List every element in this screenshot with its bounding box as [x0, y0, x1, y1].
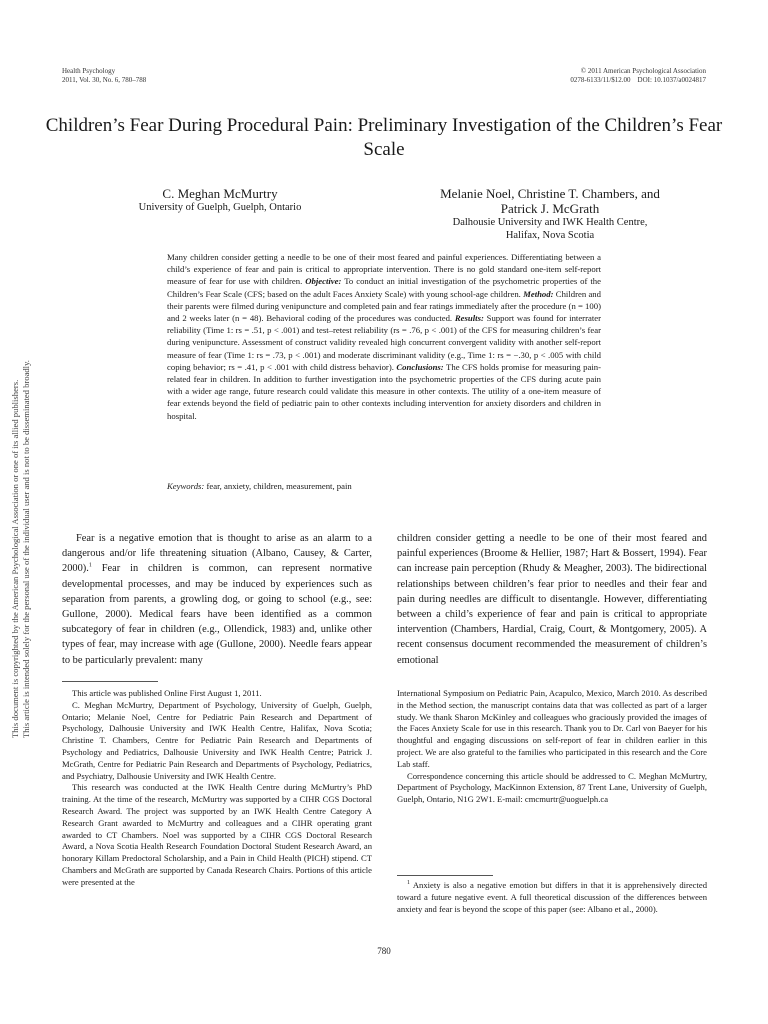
abstract-method: Children and their parents were filmed during venipuncture and completed pain and fear ratings immediately after the procedure (n = 100) and 2 weeks later (n = 48). Behavioral coding of the procedures was conducted. [167, 288, 601, 324]
abstract-intro: Many children consider getting a needle to be one of their most feared and painful experiences. Differentiating between a child’s experience of fear and pain is critical to appropriate intervention. There is no gold standard one-item self-report measure of fear for use with children. [167, 252, 601, 287]
author-names-line-2: Patrick J. McGrath [500, 201, 600, 216]
doi-line: 0278-6133/11/$12.00 DOI: 10.1037/a0024817 [570, 76, 706, 84]
keywords [167, 480, 601, 492]
footnote-text: Anxiety is also a negative emotion but differs in that it is apprehensively directed toward a future negative event. A full theoretical discussion of the differences between anxiety and fear is beyond the scope of this paper (see: Albano et al., 2000). [397, 880, 707, 914]
journal-header [62, 67, 262, 85]
author-affiliation-line-1: Dalhousie University and IWK Health Centre, [452, 217, 648, 228]
author-block-2 [400, 186, 700, 242]
author-affiliations-note: C. Meghan McMurtry, Department of Psychology, University of Guelph, Guelph, Ontario; Melanie Noel, Centre for Pediatric Pain Research and Department of Psychology, Dalhousie University and IWK Health Centre, Halifax, Nova Scotia; Christine T. Chambers, Centre for Pediatric Pain Research and Departments of Psychology and Pediatrics, Dalhousie University and IWK Health Centre; Patrick J. McGrath, Centre for Pediatric Pain Research and Departments of Psychology, Pediatrics, and Psychiatry, Dalhousie University and IWK Health Centre. [62, 699, 372, 781]
online-first-note: This article was published Online First August 1, 2011. [72, 688, 262, 698]
acknowledgements-note: International Symposium on Pediatric Pain, Acapulco, Mexico, March 2010. As described in the Method section, the manuscript contains data that was collected as part of a larger study. We thank Sharon McKinley and colleagues who graciously provided the images of the Faces Anxiety Scale for use in this research. Thank you to Dr. Carl von Baeyer for his thoughtful and engaging discussions on self-report of fear in children earlier in this project. We are also grateful to the families who participated in this research and the Core Lab staff. [397, 688, 707, 769]
journal-name: Health Psychology [62, 67, 116, 75]
body-text: Fear in children is common, can represent normative developmental processes, and may be induced by experiences such as separation from parents, a growling dog, or going to school (e.g., see: Gullone, 2000). Medical fears have been identified as a common subcategory of fear in children (e.g., Ollendick, 1983) and, unlike other types of fear, may increase with age (Gullone, 2000). Needle fears appear to be particularly prevalent: many [62, 563, 372, 666]
abstract [167, 251, 601, 422]
body-text: Fear is a negative emotion that is thought to arise as an alarm to a dangerous and/or life threatening situation (Albano, Causey, & Carter, 2000). [62, 533, 372, 575]
footnote-1-text [397, 880, 707, 915]
author-name: C. Meghan McMurtry [162, 186, 278, 201]
keywords-label: Keywords: [167, 481, 205, 491]
keywords-text: fear, anxiety, children, measurement, pain [204, 481, 352, 491]
journal-volume: 2011, Vol. 30, No. 6, 780–788 [62, 76, 147, 84]
footnote-marker: 1 [88, 562, 92, 569]
author-note-left [62, 688, 372, 889]
footnote-divider [397, 875, 493, 876]
article-title: Children’s Fear During Procedural Pain: Preliminary Investigation of the Children’s Fear Scale [45, 115, 723, 160]
abstract-results-label: Results: [454, 313, 484, 324]
correspondence-note: Correspondence concerning this article should be addressed to C. Meghan McMurtry, Department of Psychology, MacKinnon Extension, 87 Trent Lane, University of Guelph, Guelph, Ontario, N1G 2W1. E-mail: cmcmurtr@uoguelph.ca [397, 770, 707, 805]
copyright-side-notice [10, 360, 31, 758]
abstract-conclusions: The CFS holds promise for measuring pain-related fear in children. In addition to further investigation into the psychometric properties of the CFS during acute pain with a wider age range, future research could validate this measure in other contexts. The utility of a one-item measure of fear extends beyond the field of pediatric pain to other contexts including intervention for anxiety disorders and children in hospital. [167, 361, 601, 421]
copyright-header [460, 67, 706, 85]
footnote-divider [62, 681, 158, 682]
abstract-method-label: Method: [523, 288, 554, 299]
author-block-1 [100, 186, 340, 214]
abstract-conclusions-label: Conclusions: [396, 361, 444, 372]
author-affiliation-line-2: Halifax, Nova Scotia [505, 230, 595, 241]
copyright-line: © 2011 American Psychological Association [580, 67, 706, 75]
abstract-objective-label: Objective: [305, 276, 342, 287]
body-column-right: children consider getting a needle to be one of their most feared and painful experiences (Broome & Hellier, 1987; Hart & Bossert, 1994). Fear can increase pain perception (Rhudy & Meagher, 2003). The bidirectional relationships between children’s fear prior to needles and their fear and pain during needles are difficult to disentangle. However, differentiating between a child’s experience of fear and pain is critical to appropriate intervention (Chambers, Hardial, Craig, Court, & Montgomery, 2005). A recent consensus document recommended the measurement of children’s emotional [397, 533, 707, 666]
side-notice-line-2: This article is intended solely for the personal use of the individual user and is not to be disseminated broadly. [21, 360, 31, 738]
page-number: 780 [377, 946, 391, 956]
footnote-1 [397, 880, 707, 915]
body-column-left [62, 531, 372, 668]
author-names-line-1: Melanie Noel, Christine T. Chambers, and [440, 186, 660, 201]
side-notice-line-1: This document is copyrighted by the American Psychological Association or one of its allied publishers. [10, 379, 20, 738]
footnote-marker: 1 [407, 880, 410, 887]
abstract-objective: To conduct an initial investigation of the psychometric properties of the Children’s Fear Scale (CFS; based on the adult Faces Anxiety Scale) with young school-age children. [167, 276, 601, 299]
funding-note: This research was conducted at the IWK Health Centre during McMurtry’s PhD training. At the time of the research, McMurtry was supported by a CIHR CGS Doctoral Research Award. The project was supported by an IWK Health Centre Category A Research Grant awarded to McMurtry and colleagues and a CIHR operating grant awarded to CT Chambers. Noel was supported by a CIHR CGS Doctoral Research Award, a Nova Scotia Health Research Foundation Doctoral Student Research Award, an honorary Killam Predoctoral Scholarship, and a Pain in Child Health (PICH) stipend. CT Chambers and McGrath are supported by Canada Research Chairs. Portions of this article were presented at the [62, 782, 372, 887]
author-note-right [397, 688, 707, 806]
abstract-results: Support was found for interrater reliability (Time 1: rs = .51, p < .001) and test–retest reliability (rs = .76, p < .001) of the CFS for measuring children’s fear during venipuncture. Assessment of construct validity revealed high concurrent convergent validity with another self-report measure of fear (Time 1: rs = .73, p < .001) and moderate discriminant validity (e.g., Time 1: rs = −.30, p < .005 with child coping behavior; rs = .41, p < .001 with child distress behavior). [167, 313, 601, 372]
side-notice-text [10, 360, 32, 738]
author-affiliation: University of Guelph, Guelph, Ontario [138, 202, 302, 213]
